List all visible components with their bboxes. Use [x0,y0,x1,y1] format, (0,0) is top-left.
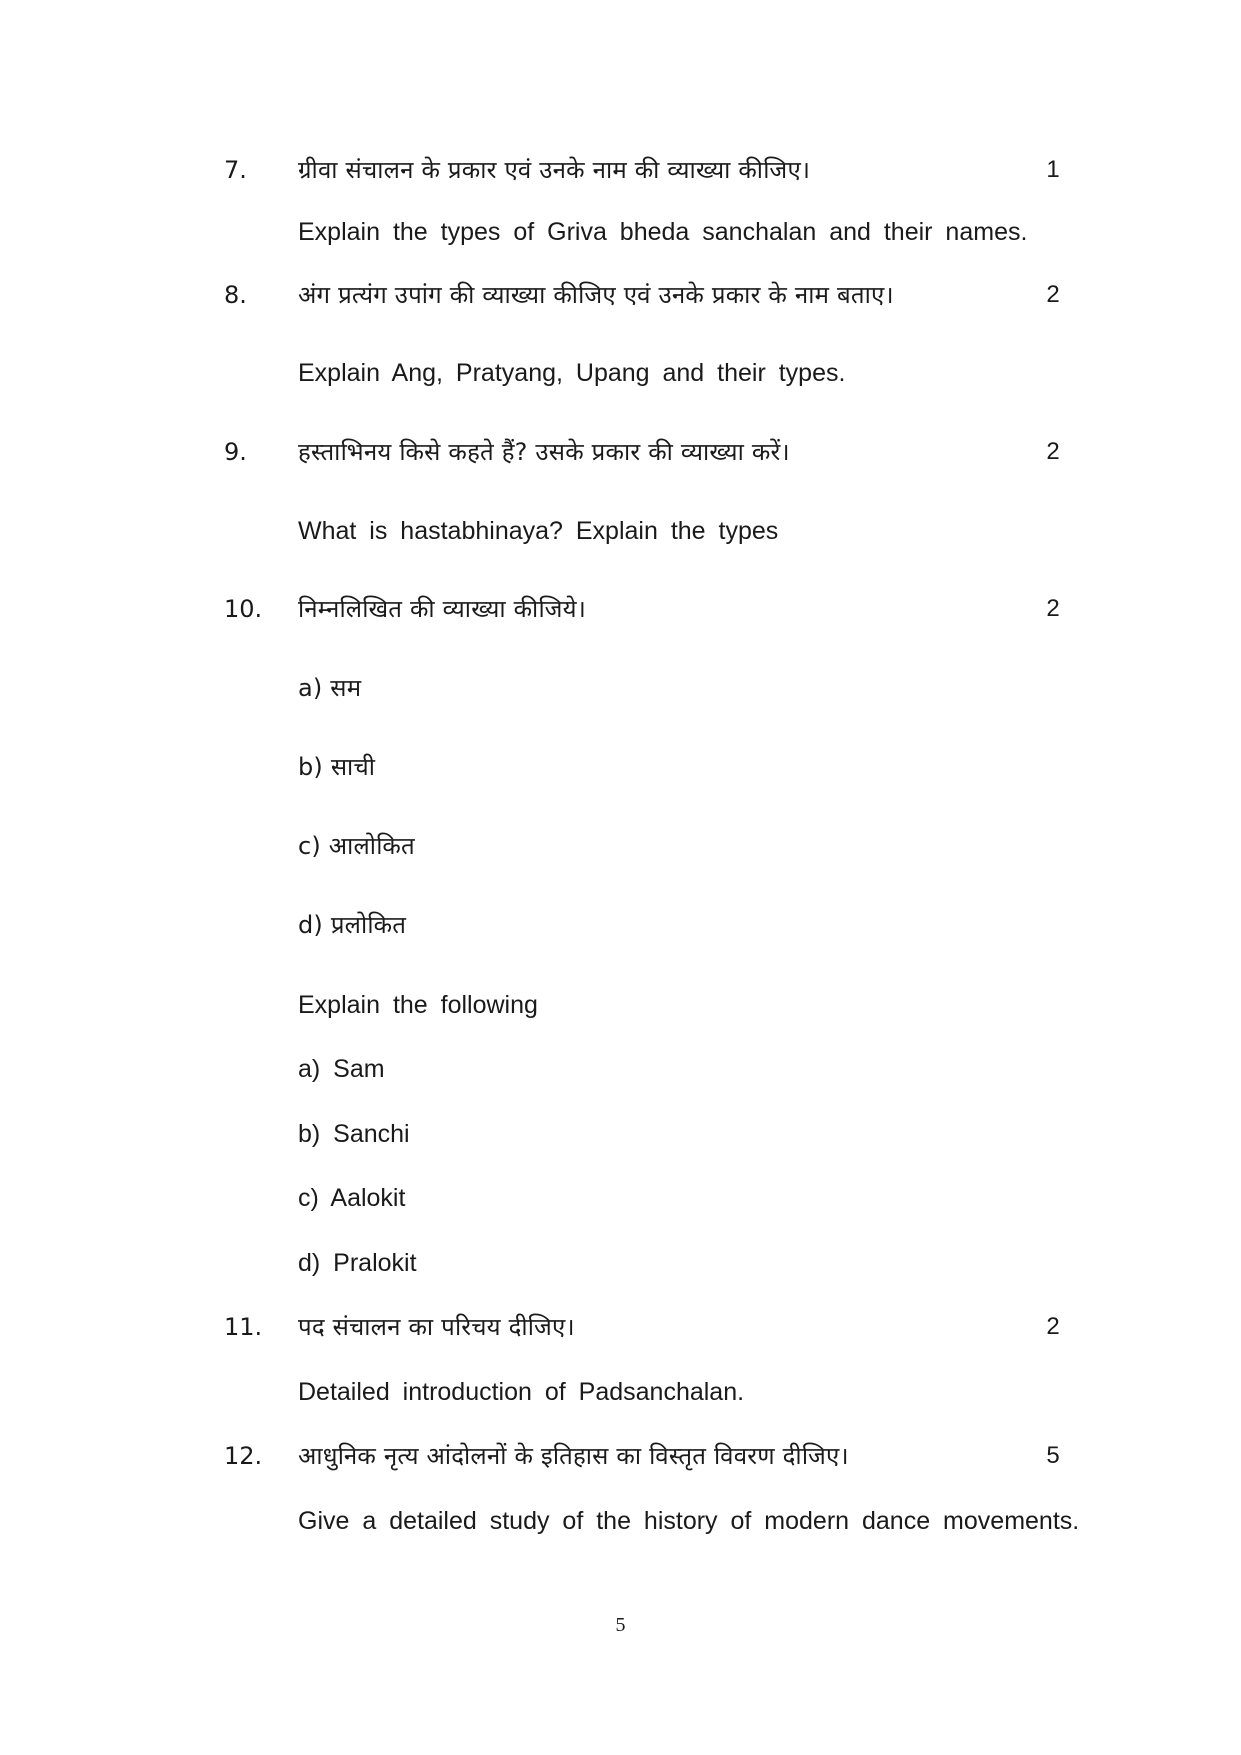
question-10-marks: 2 [1046,595,1060,622]
question-12-hindi: आधुनिक नृत्य आंदोलनों के इतिहास का विस्तृत विवरण दीजिए। [298,1442,849,1470]
question-11-english: Detailed introduction of Padsanchalan. [298,1378,745,1406]
question-7-number: 7. [224,156,247,184]
question-10-hindi-option-a: a) सम [298,674,362,702]
question-10-english-option-d: d) Pralokit [298,1249,417,1277]
question-8-hindi: अंग प्रत्यंग उपांग की व्याख्या कीजिए एवं उनके प्रकार के नाम बताए। [298,281,894,309]
question-11-marks: 2 [1046,1313,1060,1340]
question-8-number: 8. [224,281,247,309]
question-10-english-option-a: a) Sam [298,1055,385,1083]
question-9-marks: 2 [1046,438,1060,465]
question-12-marks: 5 [1046,1442,1060,1469]
question-7-hindi: ग्रीवा संचालन के प्रकार एवं उनके नाम की व्याख्या कीजिए। [298,156,811,184]
question-10-hindi-option-d: d) प्रलोकित [298,911,407,939]
question-8-marks: 2 [1046,281,1060,308]
question-9-english: What is hastabhinaya? Explain the types [298,517,779,545]
question-7-marks: 1 [1046,156,1060,183]
question-10-hindi-option-b: b) साची [298,753,376,781]
question-10-english: Explain the following [298,991,538,1019]
question-10-hindi-option-c: c) आलोकित [298,832,415,860]
question-12-number: 12. [224,1442,263,1470]
question-8-english: Explain Ang, Pratyang, Upang and their types. [298,359,846,387]
question-10-english-option-b: b) Sanchi [298,1120,410,1148]
page-number: 5 [615,1614,626,1636]
question-10-english-option-c: c) Aalokit [298,1184,406,1212]
question-12-english: Give a detailed study of the history of modern dance movements. [298,1507,1080,1535]
question-7-english: Explain the types of Griva bheda sanchalan and their names. [298,218,1028,246]
question-10-number: 10. [224,595,263,623]
question-9-number: 9. [224,438,247,466]
question-11-number: 11. [224,1313,263,1341]
question-11-hindi: पद संचालन का परिचय दीजिए। [298,1313,575,1341]
question-10-hindi: निम्नलिखित की व्याख्या कीजिये। [298,595,587,623]
question-9-hindi: हस्ताभिनय किसे कहते हैं? उसके प्रकार की व्याख्या करें। [298,438,790,466]
